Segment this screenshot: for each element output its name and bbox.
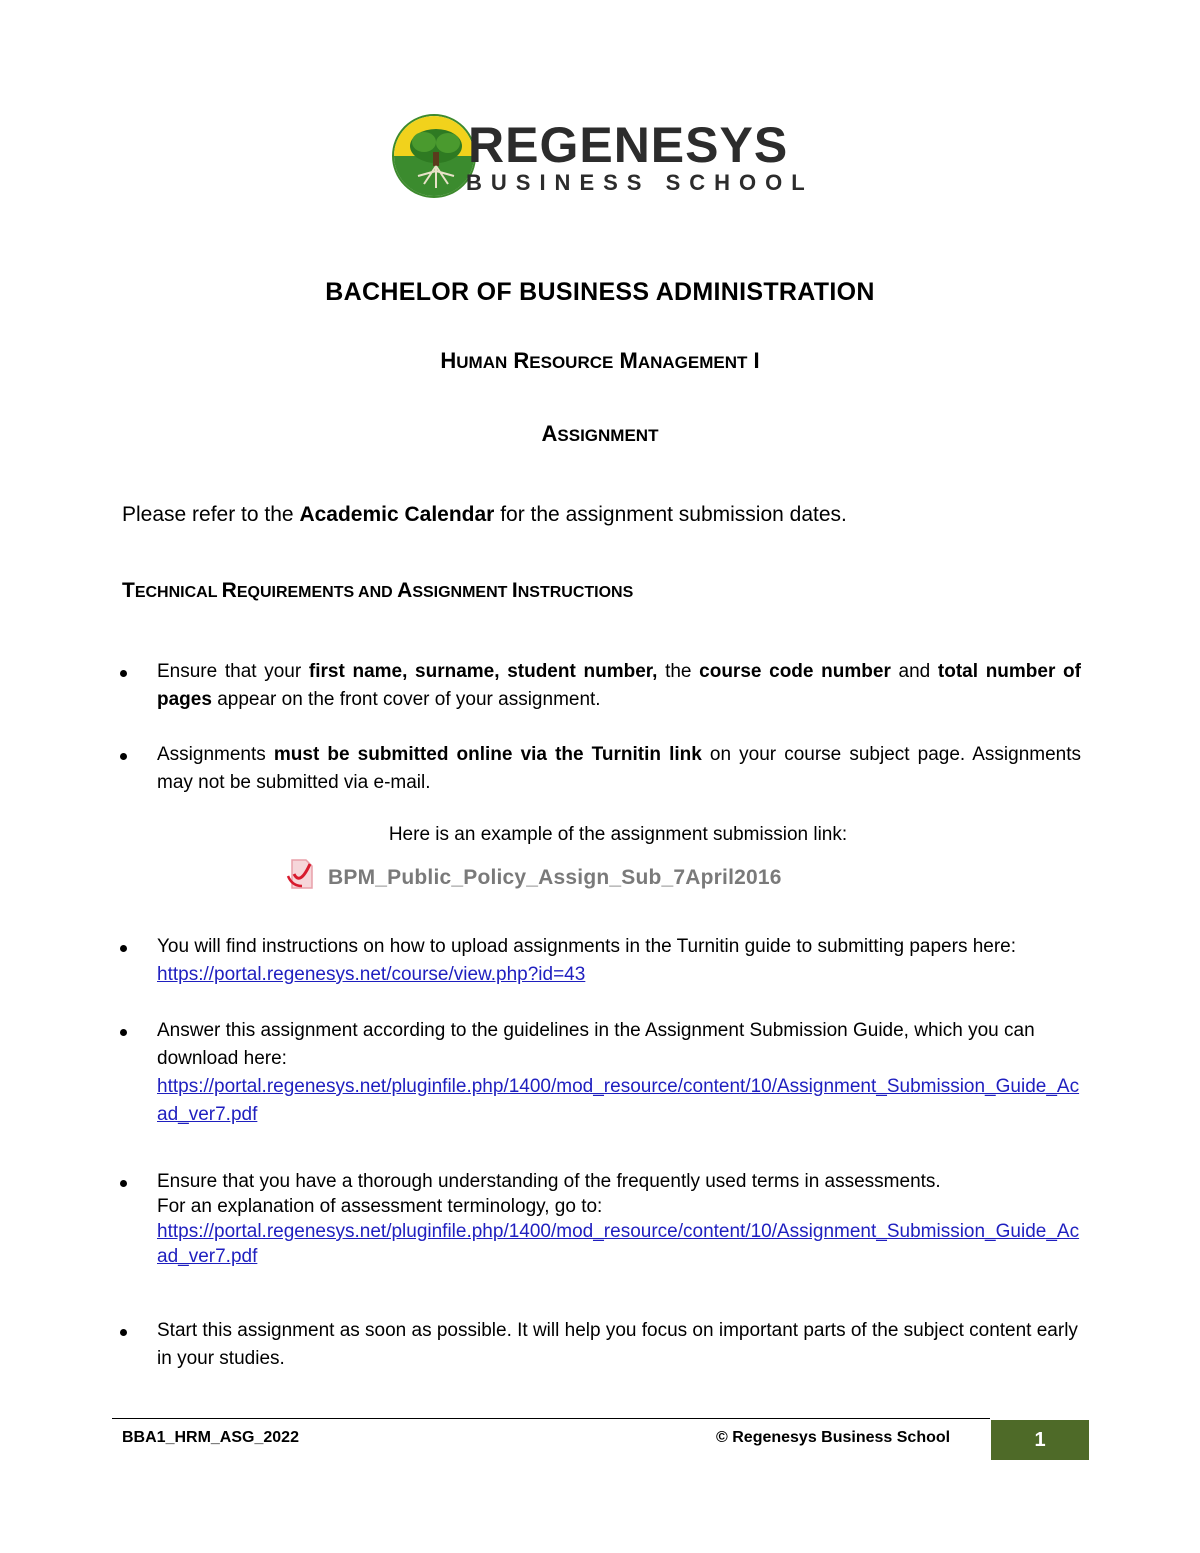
calendar-notice-pre: Please refer to the: [122, 503, 300, 526]
b3-p1: You will find instructions on how to upload assignments in the Turnitin guide to submitting papers here:: [157, 936, 1017, 957]
section-heading-t3: A: [397, 579, 413, 602]
b1-p1: Ensure that your: [157, 661, 309, 682]
bullet-text: [157, 658, 1081, 714]
course-title-number: I: [753, 348, 760, 373]
document-code: BBA1_HRM_ASG_2022: [122, 1429, 299, 1446]
assignment-heading-a: A: [541, 421, 558, 446]
calendar-notice: [122, 503, 847, 527]
b4-p1: Answer this assignment according to the guidelines in the Assignment Submission Guide, which you can download here:: [157, 1020, 1035, 1069]
course-title-m: M: [619, 348, 638, 373]
bullet-text: [157, 1017, 1081, 1129]
bullet-icon: [120, 1180, 127, 1187]
tree-logo-icon: [392, 114, 476, 198]
section-heading-t1: T: [122, 579, 135, 602]
bullet-text: [157, 1169, 1081, 1269]
bullet-icon: [120, 670, 127, 677]
section-heading-t4: I: [511, 579, 518, 602]
calendar-notice-post: for the assignment submission dates.: [494, 503, 847, 526]
course-title-uman: UMAN: [456, 353, 508, 372]
b2-p1: Assignments: [157, 744, 274, 765]
regenesys-logo: [392, 114, 812, 200]
b1-p4: appear on the front cover of your assignment.: [211, 689, 601, 710]
bullet-text: Start this assignment as soon as possible. It will help you focus on important parts of the subject content early in your studies.: [157, 1320, 1078, 1369]
b1-bold1: first name, surname, student number,: [308, 661, 658, 682]
b1-bold3: total number of pages: [157, 661, 1081, 710]
section-heading-t1r: ECHNICAL: [134, 584, 222, 601]
b5-p2: For an explanation of assessment terminology, go to:: [157, 1196, 603, 1217]
page-number: 1: [991, 1420, 1089, 1460]
footer-divider: [112, 1418, 990, 1419]
b1-p2: the: [657, 661, 700, 682]
copyright-notice: © Regenesys Business School: [716, 1429, 951, 1446]
course-title-anagement: ANAGEMENT: [637, 353, 748, 372]
bullet-text: [157, 741, 1081, 797]
course-title-esource: ESOURCE: [529, 353, 614, 372]
bullet-icon: [120, 753, 127, 760]
assignment-heading: [0, 421, 1200, 447]
document-title: BACHELOR OF BUSINESS ADMINISTRATION: [325, 278, 875, 306]
course-view-link[interactable]: https://portal.regenesys.net/course/view.php?id=43: [157, 964, 586, 985]
brand-subtitle: BUSINESS SCHOOL: [466, 170, 814, 195]
example-submission-link[interactable]: [284, 854, 804, 894]
academic-calendar-label: Academic Calendar: [299, 503, 495, 526]
turnitin-icon: [284, 856, 320, 897]
b5-p1: Ensure that you have a thorough understanding of the frequently used terms in assessments.: [157, 1171, 941, 1192]
bullet-icon: [120, 1329, 127, 1336]
section-heading-t3r: SSIGNMENT: [412, 584, 512, 601]
b1-bold2: course code number: [699, 661, 891, 682]
b2-p2: on your course subject page. Assignments may not be submitted via e-mail.: [157, 744, 1082, 793]
brand-name: REGENESYS: [468, 117, 789, 173]
b1-p3: and: [890, 661, 938, 682]
course-title-r: R: [513, 348, 530, 373]
course-title-h: H: [440, 348, 457, 373]
example-link-label: BPM_Public_Policy_Assign_Sub_7April2016: [328, 866, 782, 889]
course-title: [0, 348, 1200, 374]
assignment-heading-rest: SSIGNMENT: [557, 426, 659, 445]
example-intro: Here is an example of the assignment submission link:: [388, 824, 848, 845]
bullet-text: [157, 933, 1081, 989]
section-heading-t2: R: [221, 579, 237, 602]
bullet-icon: [120, 945, 127, 952]
submission-guide-link[interactable]: https://portal.regenesys.net/pluginfile.php/1400/mod_resource/content/10/Assignment_Submission_Guide_Acad_ver7.pdf: [157, 1076, 1080, 1125]
bullet-icon: [120, 1029, 127, 1036]
terminology-guide-link[interactable]: https://portal.regenesys.net/pluginfile.php/1400/mod_resource/content/10/Assignment_Submission_Guide_Acad_ver7.pdf: [157, 1221, 1080, 1267]
b2-bold1: must be submitted online via the Turnitin link: [273, 744, 702, 765]
section-heading-t2r: EQUIREMENTS AND: [236, 584, 398, 601]
section-heading: [122, 579, 633, 603]
section-heading-t4r: NSTRUCTIONS: [517, 584, 634, 601]
